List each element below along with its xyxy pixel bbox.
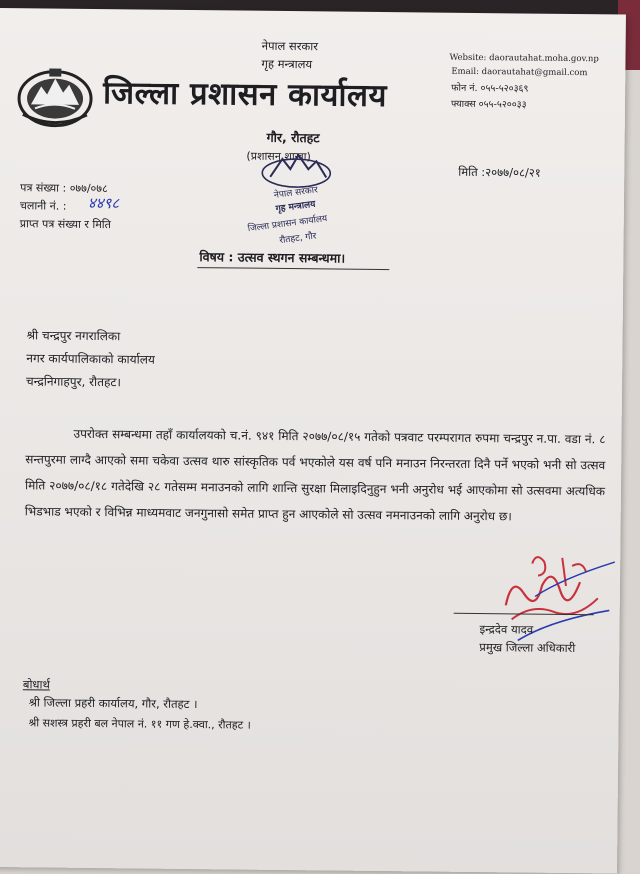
ministry-name: गृह मन्त्रालय bbox=[261, 56, 313, 72]
recipient-line-2: नगर कार्यपालिकाको कार्यालय bbox=[26, 351, 155, 367]
email-text: Email: daorautahat@gmail.com bbox=[451, 66, 588, 79]
reference-number: पत्र संख्या : ०७७/०७८ bbox=[20, 181, 108, 196]
fax-text: फ्याक्स ०५५-५२००३३ bbox=[450, 98, 527, 111]
office-stamp bbox=[239, 153, 352, 250]
branch-name: (प्रशासन शाखा) bbox=[246, 149, 311, 164]
stamp-line-2: गृह मन्त्रालय bbox=[275, 199, 317, 215]
office-title: जिल्ला प्रशासन कार्यालय bbox=[102, 75, 388, 115]
cc-label: बोधार्थ bbox=[22, 677, 50, 692]
stamp-line-4: रौतहट, गौर bbox=[278, 231, 318, 247]
signatory-title: प्रमुख जिल्ला अधिकारी bbox=[479, 640, 576, 656]
cc-item-2: श्री सशस्त्र प्रहरी बल नेपाल नं. ११ गण हे.क्वा., रौतहट । bbox=[28, 716, 251, 732]
dispatch-label: चलानी नं. : bbox=[19, 199, 67, 213]
letter-date: मिति :२०७७/०८/२१ bbox=[458, 164, 541, 180]
nepal-emblem-icon bbox=[15, 64, 96, 129]
letter-body: उपरोक्त सम्बन्धमा तहाँ कार्यालयको च.नं. ९४१ मिति २०७७/०८/१५ गतेको पत्रवाट परम्परागत रुपमा चन्द्रपुर न.पा. वडा नं. ८ सन्तपुरमा लाग्दै आएको समा चकेवा उत्सव थारु सांस्कृतिक पर्व भएकोले यस वर्ष पनि मनाउन निरन्तरता दिनै पर्ने भएको भनी सो उत्सव मिति २०७७/०८/१८ गतेदेखि २८ गतेसम्म मनाउनको लागि शान्ति सुरक्षा मिलाइदिनुहुन भनी अनुरोध भई आएकोमा सो उत्सवमा अत्यधिक भिडभाड भएको र विभिन्न माध्यमवाट जनगुनासो समेत प्राप्त हुन आएकोले सो उत्सव नमनाउनको लागि अनुरोध छ। bbox=[24, 426, 606, 524]
website-text: Website: daorautahat.moha.gov.np bbox=[449, 52, 599, 65]
letter-subject: विषय : उत्सव स्थगन सम्बन्धमा। bbox=[199, 249, 346, 266]
received-reference: प्राप्त पत्र संख्या र मिति bbox=[19, 217, 112, 232]
recipient-line-3: चन्द्रनिगाहपुर, रौतहट। bbox=[26, 374, 122, 390]
signatory-name: इन्द्रदेव यादव bbox=[479, 622, 534, 637]
cc-item-1: श्री जिल्ला प्रहरी कार्यालय, गौर, रौतहट । bbox=[28, 695, 198, 712]
government-name: नेपाल सरकार bbox=[261, 38, 319, 54]
office-location: गौर, रौतहट bbox=[266, 129, 320, 146]
dispatch-number: ४४९८ bbox=[87, 193, 120, 213]
phone-text: फोन नं. ०५५-५२०३६९ bbox=[451, 82, 529, 95]
stamp-line-3: जिल्ला प्रशासन कार्यालय bbox=[247, 214, 328, 235]
letter-page bbox=[0, 8, 626, 874]
recipient-line-1: श्री चन्द्रपुर नगरालिका bbox=[26, 328, 121, 344]
stamp-line-1: नेपाल सरकार bbox=[273, 185, 319, 201]
subject-underline bbox=[197, 267, 389, 270]
